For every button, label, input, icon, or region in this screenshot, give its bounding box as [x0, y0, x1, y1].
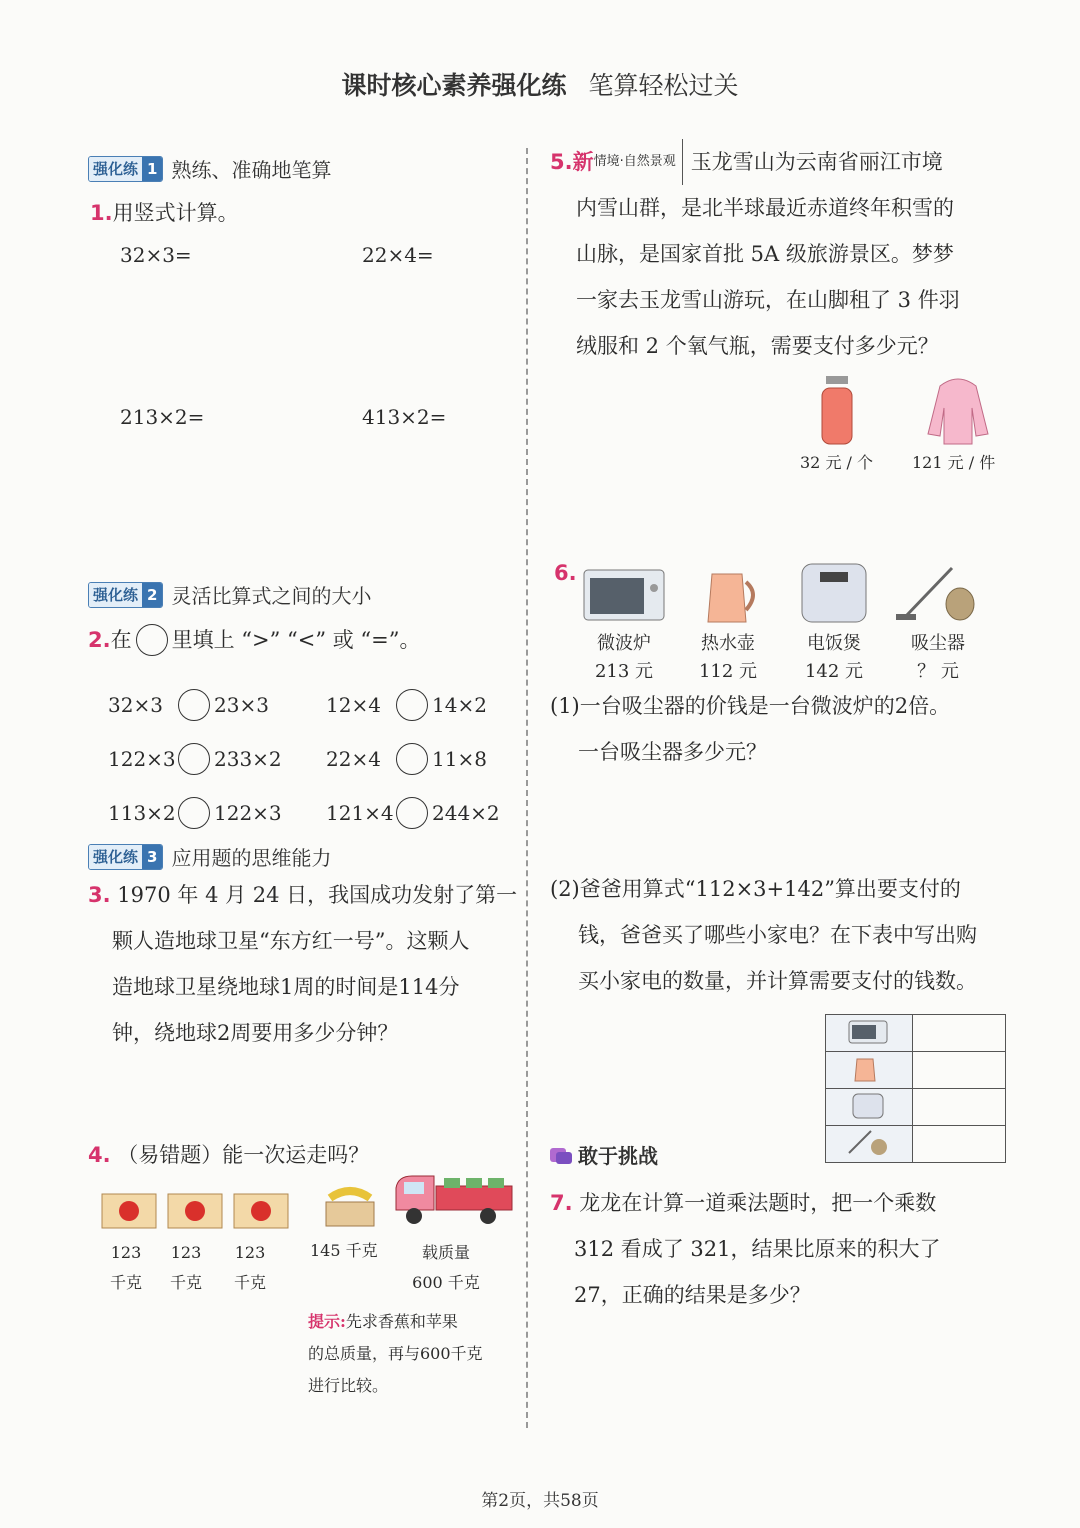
page-title	[0, 66, 1080, 102]
apple-box-weight: 123 千克	[109, 1243, 142, 1292]
truck-icon	[392, 1170, 516, 1232]
q1-expr-1: 32×3=	[120, 243, 192, 267]
hint-label: 提示:	[308, 1312, 346, 1331]
table-row	[826, 1126, 1006, 1163]
oxygen-bottle-icon	[812, 374, 862, 446]
question-6-number: 6.	[554, 561, 577, 585]
q6-sub2: (2)爸爸用算式“112×3+142”算出要支付的 钱，爸爸买了哪些小家电？在下表中写出购 买小家电的数量，并计算需要支付的钱数。	[550, 877, 977, 993]
page-number: 第2页，共58页	[481, 1491, 599, 1511]
section-title-3: 应用题的思维能力	[171, 846, 332, 870]
question-5: 5. 新 情境·自然景观 玉龙雪山为云南省丽江市境 内雪山群，是北半球最近赤道终年积雪的 山脉，是国家首批 5A 级旅游景区。梦梦 一家去玉龙雪山游玩，在山脚租了 3 件羽 绒服和 2 个氧气瓶，需要支付多少元？	[550, 139, 1000, 369]
compare-row: 32×3 23×3 12×4 14×2	[108, 678, 500, 732]
rice-cooker-icon	[798, 558, 870, 626]
appliance-rice-cooker: 电饭煲 142 元	[804, 633, 864, 682]
q1-expr-2: 22×4=	[362, 243, 434, 267]
section-title-2: 灵活比算式之间的大小	[171, 584, 372, 608]
challenge-icon	[548, 1144, 574, 1166]
purchase-table	[825, 1014, 1006, 1163]
quantity-cell[interactable]	[913, 1126, 1006, 1163]
table-row	[826, 1052, 1006, 1089]
vacuum-small-icon	[826, 1126, 913, 1163]
section-title-1: 熟练、准确地笔算	[171, 158, 332, 182]
apple-boxes	[100, 1190, 290, 1230]
compare-circle[interactable]	[396, 743, 428, 775]
challenge-header: 敢于挑战	[548, 1140, 658, 1169]
compare-circle[interactable]	[178, 689, 210, 721]
q6-sub1: (1)一台吸尘器的价钱是一台微波炉的2倍。 一台吸尘器多少元？	[550, 694, 951, 764]
quantity-cell[interactable]	[913, 1015, 1006, 1052]
down-jacket-icon	[926, 374, 990, 446]
kettle-icon	[702, 560, 762, 626]
truck-capacity: 载质量 600 千克	[412, 1243, 480, 1292]
hint-box: 提示:先求香蕉和苹果 的总质量，再与600千克 进行比较。	[308, 1312, 483, 1395]
kettle-small-icon	[826, 1052, 913, 1089]
oxygen-price: 32 元 / 个	[800, 453, 874, 472]
section-badge-2: 强化练 2	[88, 582, 163, 608]
q1-expr-4: 413×2=	[362, 405, 447, 429]
vacuum-cleaner-icon	[894, 560, 980, 626]
answer-circle-icon	[136, 624, 168, 656]
title-sub: 笔算轻松过关	[588, 71, 739, 100]
title-main: 课时核心素养强化练	[341, 71, 567, 100]
question-1: 1.用竖式计算。	[90, 201, 239, 225]
apple-box-icon	[166, 1190, 224, 1230]
q1-expr-3: 213×2=	[120, 405, 205, 429]
section-badge-3: 强化练 3	[88, 844, 163, 870]
question-7: 7. 龙龙在计算一道乘法题时，把一个乘数 312 看成了 321，结果比原来的积大了 27，正确的结果是多少？	[550, 1191, 941, 1307]
compare-row: 122×3 233×2 22×4 11×8	[108, 732, 500, 786]
section-badge-1: 强化练 1	[88, 156, 163, 182]
appliance-vacuum: 吸尘器 ？ 元	[911, 633, 965, 682]
question-3: 3. 1970 年 4 月 24 日，我国成功发射了第一 颗人造地球卫星“东方红一号”。这颗人 造地球卫星绕地球1周的时间是114分 钟，绕地球2周要用多少分钟？	[88, 883, 518, 1045]
compare-circle[interactable]	[396, 797, 428, 829]
appliance-kettle: 热水壶 112 元	[698, 633, 758, 682]
compare-circle[interactable]	[178, 797, 210, 829]
quantity-cell[interactable]	[913, 1089, 1006, 1126]
q5-tag: 情境·自然景观	[594, 139, 683, 185]
q2-compare-grid	[108, 678, 500, 840]
quantity-cell[interactable]	[913, 1052, 1006, 1089]
apple-box-icon	[100, 1190, 158, 1230]
microwave-icon	[582, 566, 666, 626]
question-2: 2. 在 里填上 “>” “<” 或 “=”。	[88, 617, 421, 663]
apple-box-weight: 123 千克	[233, 1243, 266, 1292]
banana-crate-icon	[322, 1180, 378, 1230]
section-header-2	[88, 580, 371, 609]
appliance-microwave: 微波炉 213 元	[594, 633, 654, 682]
column-divider	[526, 148, 528, 1428]
microwave-small-icon	[826, 1015, 913, 1052]
section-header-3	[88, 842, 331, 871]
apple-box-weight: 123 千克	[169, 1243, 202, 1292]
rice-cooker-small-icon	[826, 1089, 913, 1126]
table-row	[826, 1015, 1006, 1052]
jacket-price: 121 元 / 件	[912, 453, 996, 472]
apple-box-icon	[232, 1190, 290, 1230]
compare-circle[interactable]	[396, 689, 428, 721]
table-row	[826, 1089, 1006, 1126]
compare-circle[interactable]	[178, 743, 210, 775]
banana-weight: 145 千克	[310, 1241, 378, 1260]
compare-row: 113×2 122×3 121×4 244×2	[108, 786, 500, 840]
question-4: 4. （易错题）能一次运走吗？	[88, 1143, 370, 1167]
section-header-1	[88, 154, 331, 183]
